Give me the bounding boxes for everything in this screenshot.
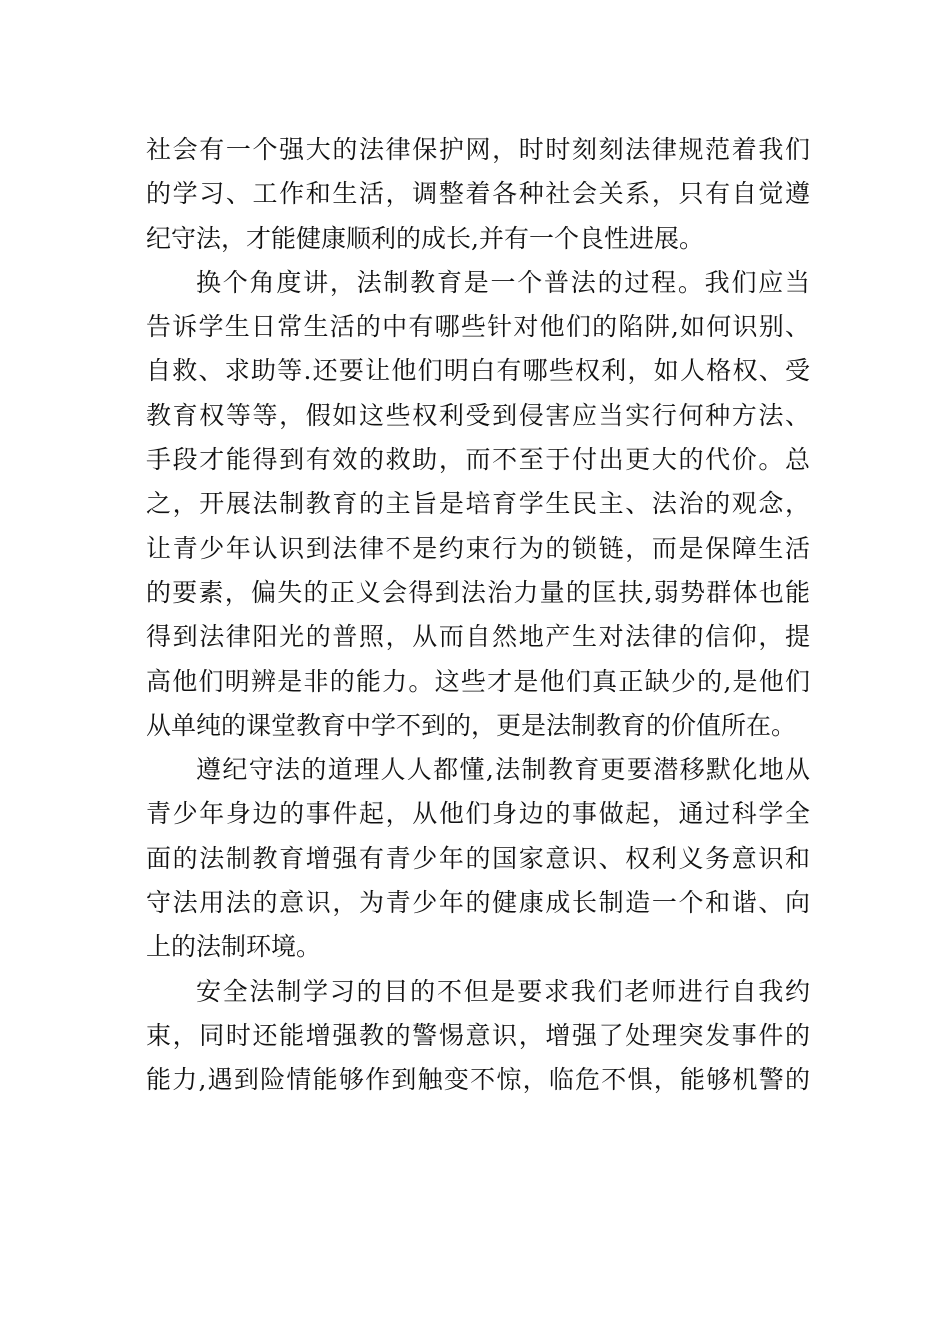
- text-line: 的要素，偏失的正义会得到法治力量的匡扶,弱势群体也能: [146, 577, 810, 607]
- text-line: 社会有一个强大的法律保护网，时时刻刻法律规范着我们: [146, 135, 810, 164]
- text-line: 遵纪守法的道理人人都懂,法制教育更要潜移默化地从: [196, 755, 810, 785]
- text-line: 面的法制教育增强有青少年的国家意识、权利义务意识和: [146, 843, 810, 873]
- text-line: 束，同时还能增强教的警惕意识，增强了处理突发事件的: [146, 1020, 810, 1050]
- text-line: 纪守法，才能健康顺利的成长,并有一个良性进展。: [146, 223, 704, 253]
- text-line: 守法用法的意识，为青少年的健康成长制造一个和谐、向: [146, 888, 810, 918]
- text-line: 自救、求助等.还要让他们明白有哪些权利，如人格权、受: [146, 356, 810, 386]
- text-line: 手段才能得到有效的救助，而不至于付出更大的代价。总: [146, 445, 810, 475]
- text-line: 让青少年认识到法律不是约束行为的锁链，而是保障生活: [146, 533, 810, 563]
- text-line: 换个角度讲，法制教育是一个普法的过程。我们应当: [196, 267, 810, 297]
- text-line: 高他们明辨是非的能力。这些才是他们真正缺少的,是他们: [146, 666, 810, 696]
- body-text: [146, 128, 810, 1103]
- text-line: 青少年身边的事件起，从他们身边的事做起，通过科学全: [146, 799, 810, 829]
- text-line: 之，开展法制教育的主旨是培育学生民主、法治的观念，: [146, 489, 810, 519]
- text-line: 能力,遇到险情能够作到触变不惊，临危不惧，能够机警的: [146, 1065, 810, 1095]
- text-line: 上的法制环境。: [146, 932, 322, 962]
- text-line: 安全法制学习的目的不但是要求我们老师进行自我约: [196, 976, 810, 1006]
- text-line: 得到法律阳光的普照，从而自然地产生对法律的信仰，提: [146, 622, 810, 652]
- text-line: 教育权等等，假如这些权利受到侵害应当实行何种方法、: [146, 400, 810, 430]
- text-line: 告诉学生日常生活的中有哪些针对他们的陷阱,如何识别、: [146, 312, 810, 342]
- text-line: 从单纯的课堂教育中学不到的，更是法制教育的价值所在。: [146, 710, 797, 740]
- text-line: 的学习、工作和生活，调整着各种社会关系，只有自觉遵: [146, 179, 810, 209]
